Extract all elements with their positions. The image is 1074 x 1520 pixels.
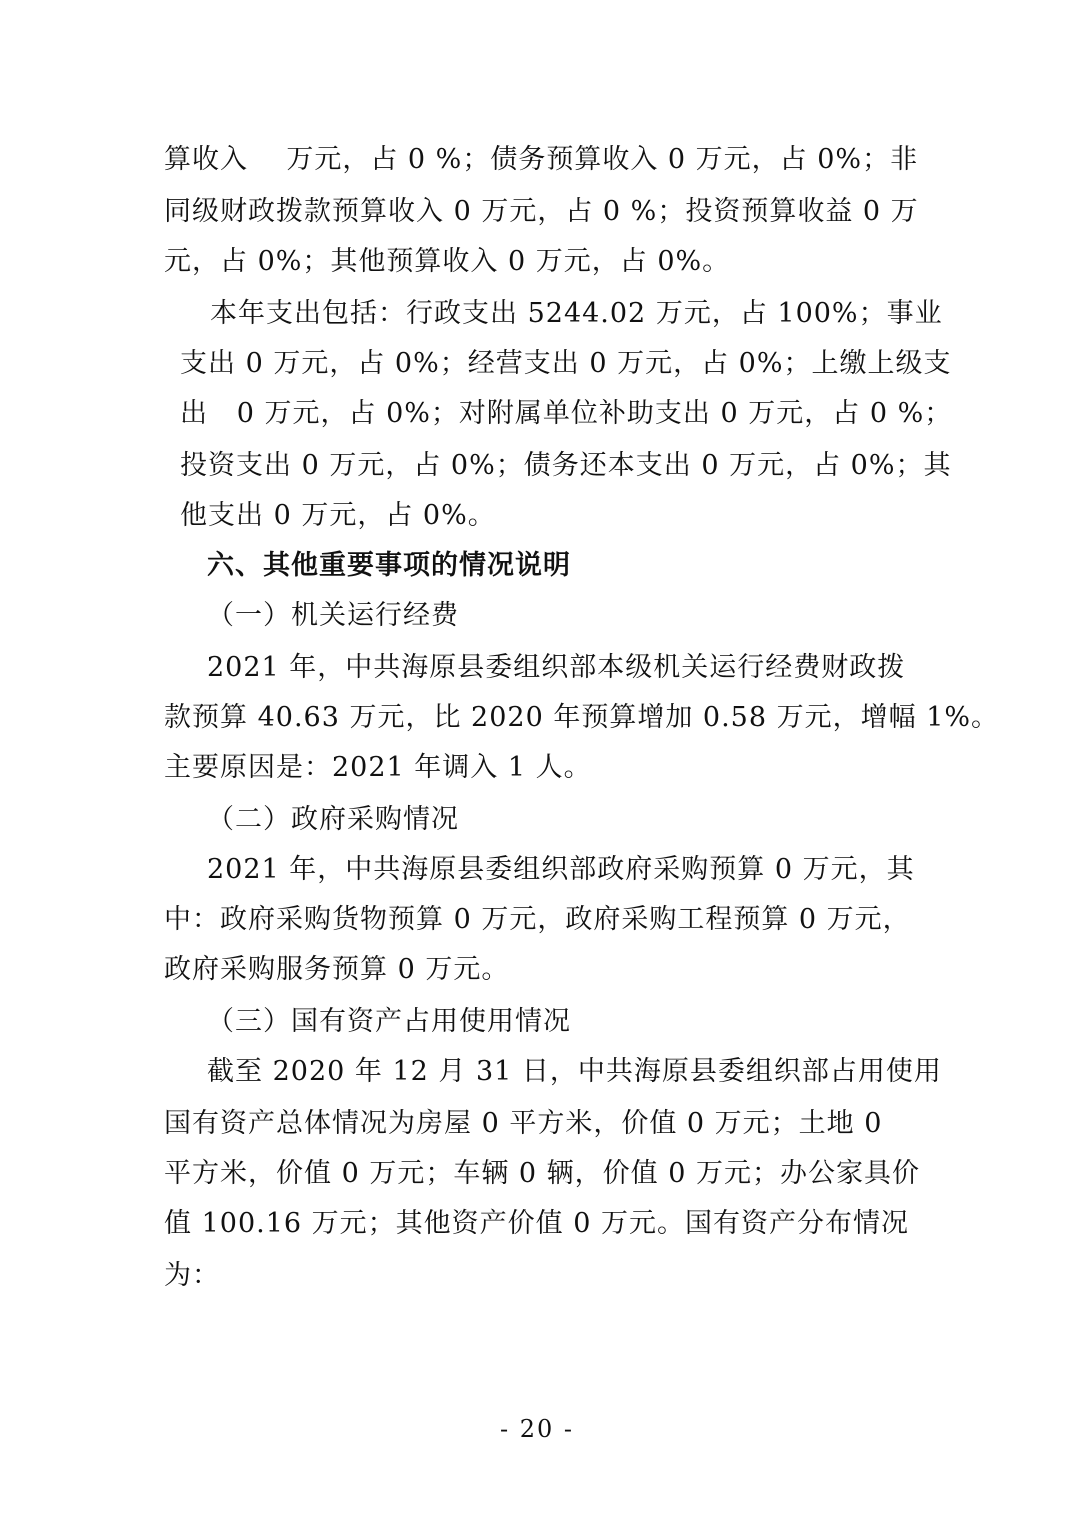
text-line: 款预算 40.63 万元，比 2020 年预算增加 0.58 万元，增幅 1%。: [164, 702, 1000, 733]
section-heading: 六、其他重要事项的情况说明: [207, 550, 571, 581]
text-line: 为：: [164, 1260, 220, 1291]
page-number: - 20 -: [499, 1415, 574, 1443]
text-line: 平方米，价值 0 万元；车辆 0 辆，价值 0 万元；办公家具价: [164, 1158, 921, 1189]
text-line: 他支出 0 万元，占 0%。: [180, 500, 496, 531]
text-line: 政府采购服务预算 0 万元。: [164, 954, 510, 985]
text-line: 主要原因是：2021 年调入 1 人。: [164, 752, 592, 783]
text-line: 出 0 万元，占 0%；对附属单位补助支出 0 万元，占 0 %；: [180, 398, 953, 429]
text-line: 2021 年，中共海原县委组织部本级机关运行经费财政拨: [207, 652, 906, 683]
text-line: 支出 0 万元，占 0%；经营支出 0 万元，占 0%；上缴上级支: [180, 348, 952, 379]
text-line: 国有资产总体情况为房屋 0 平方米，价值 0 万元；土地 0: [164, 1108, 883, 1139]
text-line: 算收入 万元，占 0 %；债务预算收入 0 万元，占 0%；非: [164, 144, 919, 175]
subsection-heading: （一）机关运行经费: [207, 600, 459, 631]
text-line: 中：政府采购货物预算 0 万元，政府采购工程预算 0 万元，: [164, 904, 911, 935]
text-line: 元，占 0%；其他预算收入 0 万元，占 0%。: [164, 246, 731, 277]
text-line: 2021 年，中共海原县委组织部政府采购预算 0 万元，其: [207, 854, 915, 885]
text-line: 值 100.16 万元；其他资产价值 0 万元。国有资产分布情况: [164, 1208, 909, 1239]
subsection-heading: （二）政府采购情况: [207, 804, 459, 835]
text-line: 投资支出 0 万元，占 0%；债务还本支出 0 万元，占 0%；其: [180, 450, 952, 481]
text-line: 同级财政拨款预算收入 0 万元，占 0 %；投资预算收益 0 万: [164, 196, 919, 227]
text-line: 截至 2020 年 12 月 31 日，中共海原县委组织部占用使用: [207, 1056, 942, 1087]
text-line: 本年支出包括：行政支出 5244.02 万元，占 100%；事业: [210, 298, 943, 329]
subsection-heading: （三）国有资产占用使用情况: [207, 1006, 571, 1037]
